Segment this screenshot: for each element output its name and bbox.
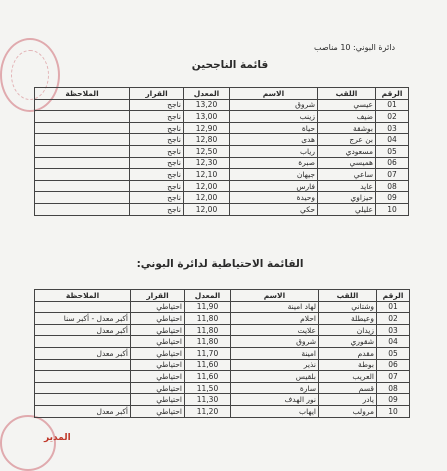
successful-candidates-table xyxy=(34,87,409,216)
cell-name: لهاد امينة xyxy=(231,301,319,313)
cell-average: 12,00 xyxy=(184,180,230,192)
cell-name: شروق xyxy=(230,99,318,111)
header-note: الملاحظة xyxy=(35,88,130,100)
cell-number: 05 xyxy=(376,145,409,157)
cell-note xyxy=(35,157,130,169)
cell-surname: مرولب xyxy=(319,405,377,417)
cell-surname: عليلي xyxy=(318,203,376,215)
cell-name: امينة xyxy=(231,347,319,359)
header-decision: القرار xyxy=(130,88,184,100)
cell-average: 11,60 xyxy=(185,359,231,371)
reserve-candidates-table xyxy=(34,289,410,418)
header-average: المعدل xyxy=(184,88,230,100)
cell-note xyxy=(35,99,130,111)
cell-name: حكي xyxy=(230,203,318,215)
table-row xyxy=(35,301,410,313)
cell-surname: العريب xyxy=(319,371,377,383)
cell-number: 01 xyxy=(376,99,409,111)
header-number: الرقم xyxy=(377,290,410,302)
cell-decision: ناجح xyxy=(130,169,184,181)
cell-note xyxy=(35,145,130,157)
header-surname: اللقب xyxy=(319,290,377,302)
cell-surname: وشتاني xyxy=(319,301,377,313)
cell-decision: احتياطي xyxy=(131,313,185,325)
table-row xyxy=(35,134,409,146)
cell-average: 11,20 xyxy=(185,405,231,417)
header-name: الاسم xyxy=(231,290,319,302)
cell-note: أكبر معدل xyxy=(35,324,131,336)
cell-decision: ناجح xyxy=(130,145,184,157)
cell-number: 10 xyxy=(377,405,410,417)
cell-average: 12,80 xyxy=(184,134,230,146)
cell-average: 11,60 xyxy=(185,371,231,383)
table-row xyxy=(35,324,410,336)
table-header-row xyxy=(35,290,410,302)
cell-note: أكبر معدل xyxy=(35,347,131,359)
cell-note xyxy=(35,336,131,348)
cell-number: 06 xyxy=(377,359,410,371)
cell-average: 11,30 xyxy=(185,394,231,406)
cell-number: 07 xyxy=(377,371,410,383)
header-average: المعدل xyxy=(185,290,231,302)
cell-note xyxy=(35,134,130,146)
header-note: الملاحظة xyxy=(35,290,131,302)
cell-surname: ضيف xyxy=(318,111,376,123)
header-number: الرقم xyxy=(376,88,409,100)
table-row xyxy=(35,99,409,111)
table-row xyxy=(35,192,409,204)
cell-note xyxy=(35,359,131,371)
cell-average: 11,80 xyxy=(185,313,231,325)
cell-name: سارة xyxy=(231,382,319,394)
cell-number: 06 xyxy=(376,157,409,169)
cell-decision: احتياطي xyxy=(131,324,185,336)
cell-decision: احتياطي xyxy=(131,336,185,348)
cell-decision: ناجح xyxy=(130,203,184,215)
cell-note xyxy=(35,111,130,123)
cell-number: 09 xyxy=(377,394,410,406)
cell-surname: يادر xyxy=(319,394,377,406)
table-row xyxy=(35,203,409,215)
cell-decision: احتياطي xyxy=(131,405,185,417)
cell-surname: مقدم xyxy=(319,347,377,359)
cell-surname: همیسي xyxy=(318,157,376,169)
cell-average: 11,80 xyxy=(185,324,231,336)
cell-surname: زيدان xyxy=(319,324,377,336)
cell-name: فارس xyxy=(230,180,318,192)
cell-decision: ناجح xyxy=(130,122,184,134)
cell-number: 04 xyxy=(377,336,410,348)
cell-decision: ناجح xyxy=(130,134,184,146)
cell-note xyxy=(35,301,131,313)
cell-average: 11,80 xyxy=(185,336,231,348)
cell-number: 03 xyxy=(377,324,410,336)
cell-average: 11,70 xyxy=(185,347,231,359)
table-row xyxy=(35,157,409,169)
cell-number: 02 xyxy=(377,313,410,325)
cell-decision: احتياطي xyxy=(131,301,185,313)
cell-surname: حيزاوي xyxy=(318,192,376,204)
cell-number: 08 xyxy=(376,180,409,192)
cell-decision: احتياطي xyxy=(131,371,185,383)
cell-surname: بوشقة xyxy=(318,122,376,134)
cell-decision: احتياطي xyxy=(131,382,185,394)
header-decision: القرار xyxy=(131,290,185,302)
department-label: دائرة البوني: 10 مناصب xyxy=(313,43,395,52)
reserve-list-title: القائمة الاحتياطية لدائرة البوني: xyxy=(136,258,304,270)
cell-name: علايت xyxy=(231,324,319,336)
header-surname: اللقب xyxy=(318,88,376,100)
cell-decision: احتياطي xyxy=(131,394,185,406)
cell-decision: احتياطي xyxy=(131,359,185,371)
cell-note xyxy=(35,394,131,406)
cell-note xyxy=(35,371,131,383)
cell-average: 12,30 xyxy=(184,157,230,169)
cell-note xyxy=(35,203,130,215)
cell-decision: احتياطي xyxy=(131,347,185,359)
cell-number: 02 xyxy=(376,111,409,123)
cell-surname: ساعي xyxy=(318,169,376,181)
cell-surname: شقوري xyxy=(319,336,377,348)
cell-note: أكبر معدل - أكبر سنا xyxy=(35,313,131,325)
cell-decision: ناجح xyxy=(130,192,184,204)
cell-surname: مسعودي xyxy=(318,145,376,157)
table-row xyxy=(35,169,409,181)
cell-name: وحيدة xyxy=(230,192,318,204)
cell-name: نور الهدف xyxy=(231,394,319,406)
cell-note xyxy=(35,180,130,192)
cell-average: 11,50 xyxy=(185,382,231,394)
cell-name: رياب xyxy=(230,145,318,157)
cell-number: 09 xyxy=(376,192,409,204)
table-row xyxy=(35,145,409,157)
cell-name: هدى xyxy=(230,134,318,146)
cell-surname: قسم xyxy=(319,382,377,394)
table-row xyxy=(35,122,409,134)
official-stamp-bottom xyxy=(0,415,56,471)
cell-average: 12,00 xyxy=(184,203,230,215)
cell-surname: عيسي xyxy=(318,99,376,111)
cell-decision: ناجح xyxy=(130,99,184,111)
cell-number: 05 xyxy=(377,347,410,359)
director-signature-label: المدير xyxy=(44,433,71,443)
table-row xyxy=(35,394,410,406)
table-row xyxy=(35,347,410,359)
table-row xyxy=(35,180,409,192)
cell-name: شروق xyxy=(231,336,319,348)
cell-number: 08 xyxy=(377,382,410,394)
cell-name: ايهاب xyxy=(231,405,319,417)
cell-number: 10 xyxy=(376,203,409,215)
cell-average: 11,90 xyxy=(185,301,231,313)
cell-name: بلقيس xyxy=(231,371,319,383)
table-row xyxy=(35,313,410,325)
table-row xyxy=(35,359,410,371)
table-row xyxy=(35,111,409,123)
cell-number: 01 xyxy=(377,301,410,313)
table-row xyxy=(35,405,410,417)
table-row xyxy=(35,336,410,348)
cell-note xyxy=(35,382,131,394)
cell-number: 03 xyxy=(376,122,409,134)
table-header-row xyxy=(35,88,409,100)
cell-name: نذير xyxy=(231,359,319,371)
cell-note xyxy=(35,169,130,181)
cell-surname: عايد xyxy=(318,180,376,192)
cell-surname: بوطة xyxy=(319,359,377,371)
cell-decision: ناجح xyxy=(130,157,184,169)
cell-average: 12,10 xyxy=(184,169,230,181)
cell-name: زينب xyxy=(230,111,318,123)
cell-surname: بن عرج xyxy=(318,134,376,146)
cell-name: حياة xyxy=(230,122,318,134)
cell-decision: ناجح xyxy=(130,111,184,123)
cell-note: أكبر معدل xyxy=(35,405,131,417)
cell-average: 13,00 xyxy=(184,111,230,123)
cell-name: احلام xyxy=(231,313,319,325)
header-name: الاسم xyxy=(230,88,318,100)
cell-average: 13,20 xyxy=(184,99,230,111)
cell-surname: وعيطلة xyxy=(319,313,377,325)
cell-name: جيهان xyxy=(230,169,318,181)
cell-average: 12,90 xyxy=(184,122,230,134)
cell-note xyxy=(35,192,130,204)
table-row xyxy=(35,371,410,383)
cell-average: 12,00 xyxy=(184,192,230,204)
cell-number: 04 xyxy=(376,134,409,146)
cell-name: صبرة xyxy=(230,157,318,169)
table-row xyxy=(35,382,410,394)
cell-note xyxy=(35,122,130,134)
cell-number: 07 xyxy=(376,169,409,181)
cell-decision: ناجح xyxy=(130,180,184,192)
cell-average: 12,50 xyxy=(184,145,230,157)
successful-list-title: قائمة الناجحين xyxy=(191,59,269,71)
